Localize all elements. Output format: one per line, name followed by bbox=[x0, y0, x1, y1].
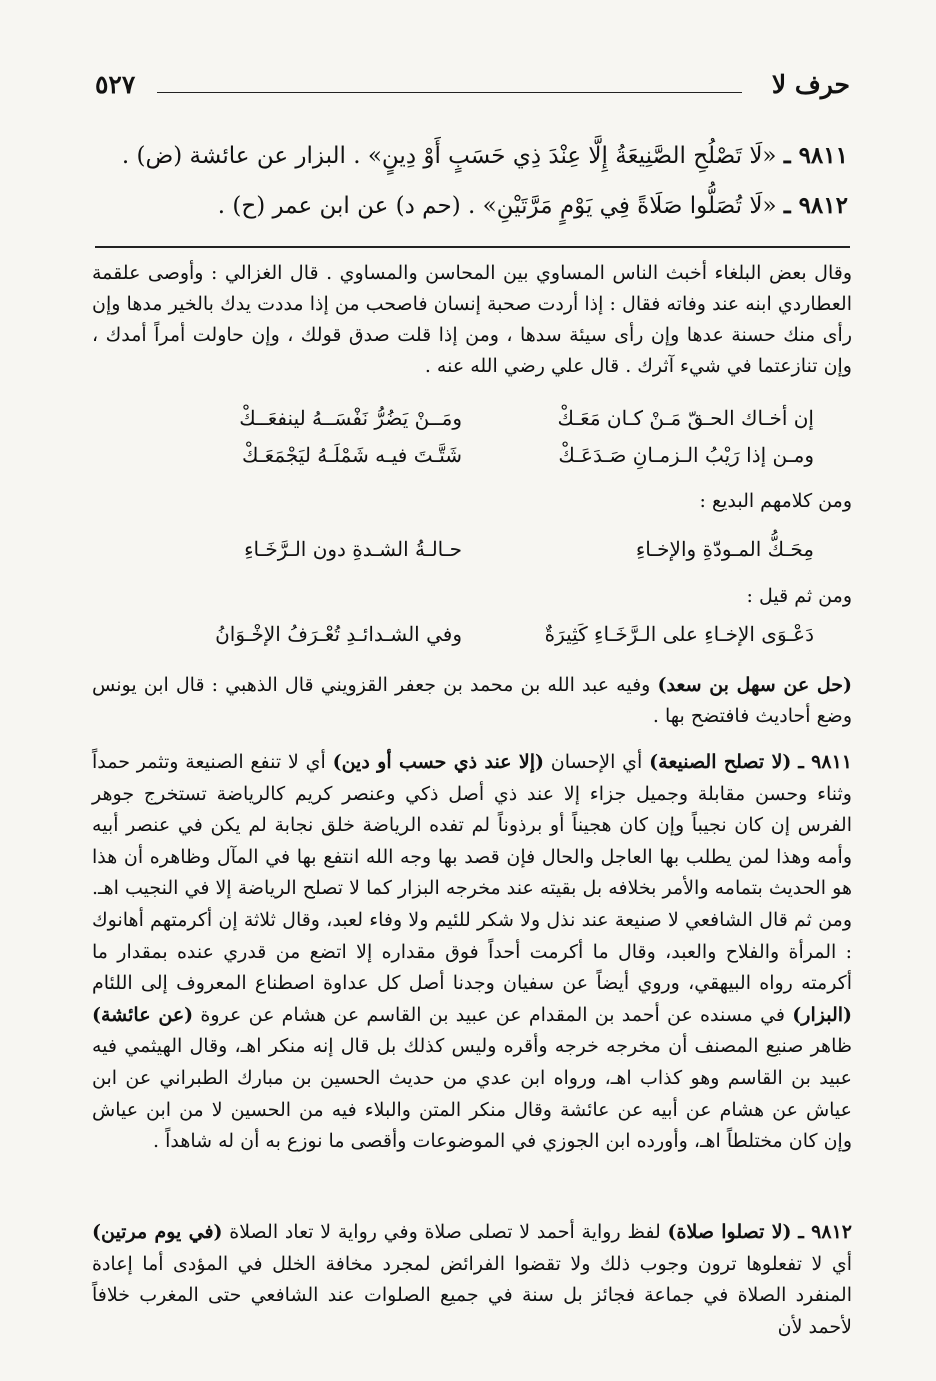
source-note-text: وفيه عبد الله بن محمد بن جعفر القزويني قال الذهبي : قال ابن يونس وضع أحاديث فافتضح بها . bbox=[92, 674, 852, 727]
commentary-number: ٩٨١٢ ـ bbox=[798, 1221, 852, 1243]
hadith-9812 bbox=[88, 192, 848, 219]
verse-second-hemistich: شَتَّـتَ فيـه شَمْلَـهُ ليَجْمَعَـكْ bbox=[241, 443, 462, 467]
paragraph-text: وقال بعض البلغاء أخبث الناس المساوي بين المحاسن والمساوي . قال الغزالي : وأوصى علقمة العطاردي ابنه عند وفاته فقال : إذا أردت صحبة إنسان فاصحب من إذا مددت يدك بالخير مدها وإن رأى منك حسنة عدها وإن رأى سيئة سدها ، ومن إذا قلت صدق قولك ، وإن حاولت أمراً أمدك ، وإن تنازعتما في شيء آثرك . قال علي رضي الله عنه . bbox=[92, 262, 852, 377]
hadith-text: «لَا تُصَلُّوا صَلَاةً فِي يَوْمٍ مَرَّتَيْنِ» . (حم د) عن ابن عمر (ح) . bbox=[217, 193, 777, 219]
commentary-text: أي لا تنفع الصنيعة وتثمر حمداً وثناء وحسن مقابلة وجميل جزاء إلا عند ذي أصل ذكي وعنصر كريم كالرياضة تستخرج جوهر الفرس إن كان نجيباً وإن كان هجيناً أو برذوناً لم تفده الرياضة خلق نجابة لم يكن في عنصر أبيه وأمه وهذا لمن يطلب بها العاجل والحال فإن قصد بها وجه الله انتفع بها في المآل وظاهره أن هذا هو الحديث بتمامه والأمر بخلافه بل بقيته عند مخرجه البزار كما لا تصلح الرياضة إلا في النجيب اهـ. ومن ثم قال الشافعي لا صنيعة عند نذل ولا شكر للئيم ولا وفاء لعبد، وقال ثلاثة إن أكرمتهم أهانوك : المرأة والفلاح والعبد، وقال ما أكرمت أحداً فوق مقداره إلا اتضع من قدري عنده بمقدار ما أكرمته رواه البيهقي، وروي أيضاً عن سفيان وجدنا أصل كل عداوة اصطناع المعروف إلى اللئام bbox=[92, 751, 852, 995]
text-commentary-separator bbox=[95, 246, 850, 248]
verse-first-hemistich: إن أخـاك الحـقّ مَـنْ كـان مَعَـكْ bbox=[557, 406, 814, 430]
lemma: (في يوم مرتين) bbox=[92, 1221, 223, 1243]
header-rule bbox=[157, 92, 742, 93]
hadith-text: «لَا تَصْلُحِ الصَّنِيعَةُ إِلَّا عِنْدَ ذِي حَسَبٍ أَوْ دِينٍ» . البزار عن عائشة (ض) . bbox=[121, 143, 777, 169]
page-number: ٥٢٧ bbox=[95, 70, 136, 99]
verse-first-hemistich: مِحَـكُّ المـودّةِ والإخـاءِ bbox=[635, 537, 814, 561]
commentary-text: لفظ رواية أحمد لا تصلى صلاة وفي رواية لا تعاد الصلاة bbox=[222, 1221, 668, 1243]
commentary-text: أي الإحسان bbox=[544, 751, 650, 773]
lemma: (عن عائشة) bbox=[92, 1003, 194, 1026]
poem-verse bbox=[92, 443, 852, 475]
lemma: (إلا عند ذي حسب أو دين) bbox=[332, 751, 544, 773]
chapter-title: حرف لا bbox=[771, 70, 850, 99]
commentary-number: ٩٨١١ ـ bbox=[798, 751, 852, 773]
verse-second-hemistich: وفي الشـدائـدِ تُعْـرَفُ الإخْـوَانُ bbox=[215, 622, 462, 646]
commentary-9811 bbox=[92, 747, 852, 1158]
lemma: (لا تصلح الصنيعة) bbox=[649, 751, 792, 773]
verse-second-hemistich: ومَــنْ يَضُرُّ نَفْسَــهُ لينفعَــكْ bbox=[239, 406, 462, 430]
verse-first-hemistich: ومـن إذا رَيْبُ الـزمـانِ صَـدَعَـكْ bbox=[558, 443, 814, 467]
page-header bbox=[95, 70, 850, 106]
poem-verse bbox=[92, 622, 852, 654]
lemma: (البزار) bbox=[792, 1003, 852, 1026]
hadith-number: ٩٨١١ ـ bbox=[783, 142, 848, 169]
commentary-9812 bbox=[92, 1217, 852, 1343]
poem-intro: ومن كلامهم البديع : bbox=[699, 490, 852, 512]
source-citation: (حل عن سهل بن سعد) bbox=[657, 674, 852, 696]
verse-second-hemistich: حـالـةُ الشـدةِ دون الـرَّخَـاءِ bbox=[244, 537, 462, 561]
commentary-paragraph bbox=[92, 258, 852, 382]
hadith-9811 bbox=[88, 142, 848, 169]
commentary-text: ظاهر صنيع المصنف أن مخرجه خرجه وأقره وليس كذلك بل قال إنه منكر اهـ، وقال الهيثمي فيه عبيد بن القاسم وهو كذاب اهـ، ورواه ابن عدي من حديث الحسين بن مبارك الطبراني عن ابن عياش عن هشام عن أبيه عن عائشة وقال منكر المتن والبلاء فيه من الحسين لا من ابن عياش وإن كان مختلطاً اهـ، وأورده ابن الجوزي في الموضوعات وأقصى ما نوزع به أن له شاهداً . bbox=[92, 1035, 852, 1153]
hadith-number: ٩٨١٢ ـ bbox=[783, 192, 848, 219]
verse-first-hemistich: دَعْـوَى الإخـاءِ على الـرَّخَـاءِ كَثِيرَةٌ bbox=[544, 622, 814, 646]
commentary-text: في مسنده عن أحمد بن المقدام عن عبيد بن القاسم عن هشام عن عروة bbox=[193, 1003, 793, 1026]
lemma: (لا تصلوا صلاة) bbox=[667, 1221, 792, 1243]
source-note bbox=[92, 670, 852, 732]
commentary-text: أي لا تفعلوها ترون وجوب ذلك ولا تقضوا الفرائض لمجرد مخافة الخلل في المؤدى أما إعادة المنفرد الصلاة في جماعة فجائز بل سنة في جميع الصلوات عند الشافعي حتى المغرب خلافاً لأحمد لأن bbox=[92, 1252, 852, 1338]
poem-intro: ومن ثم قيل : bbox=[746, 585, 852, 607]
poem-verse bbox=[92, 537, 852, 569]
poem-verse bbox=[92, 406, 852, 438]
